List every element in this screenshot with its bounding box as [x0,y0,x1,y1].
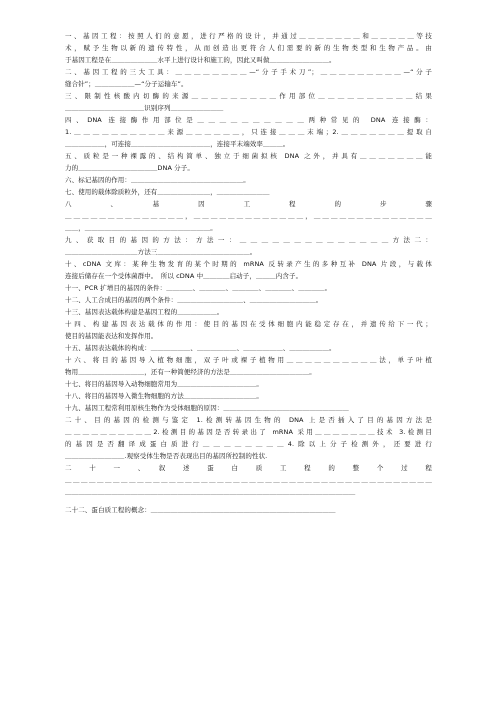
q16-line-1: 十六、将目的基因导入植物细胞，双子叶或裸子植物用＿＿＿＿＿＿＿＿＿＿法，单子叶植 [65,356,432,364]
q12-line: 十二、人工合成目的基因的两个条件：＿＿＿＿＿＿＿＿＿＿、＿＿＿＿＿＿＿＿＿＿。 [65,296,323,304]
q13-line: 十三、基因表达载体构建是基因工程的＿＿＿＿＿＿。 [65,308,224,316]
q14-line-1: 十四、构建基因表达载体的作用：使目的基因在受体细胞内能稳定存在，并遗传给下一代； [65,320,432,328]
q4-line-1: 四、DNA 连接酶作用部位是＿＿＿＿＿＿＿＿＿＿两种常见的 DNA 连接酶： [65,116,432,124]
q21-line-1: 二 十 一 、 叙 述 蛋 白 质 工 程 的 整 个 过 程 [65,464,432,472]
q1-line-3: 于基因工程是在＿＿＿＿＿＿＿水平上进行设计和施工的，因此又叫做＿＿＿＿＿＿＿＿＿。 [65,56,336,64]
q9-line-2: ＿＿＿＿＿＿＿＿＿＿＿方法三＿＿＿＿＿＿＿＿＿＿＿＿＿＿。 [65,248,257,256]
q19-line: 十九、基因工程常利用原核生物作为受体细胞的原因：＿＿＿＿＿＿＿＿＿＿＿＿＿＿＿＿＿＿＿ [65,404,349,412]
q8-line-2: ＿＿＿＿＿＿＿＿＿＿＿＿＿＿，＿＿＿＿＿＿＿＿＿＿＿＿＿，＿＿＿＿＿＿＿＿＿＿＿＿＿＿ [65,212,432,220]
q4-line-3: ＿＿＿＿＿＿，可连接＿＿＿＿＿＿＿＿＿＿＿＿，连接平末端效率＿＿＿。 [65,140,290,148]
q1-line-2: 术，赋予生物以新的遗传特性，从而创造出更符合人们需要的新的生物类型和生物产品。由 [65,44,432,52]
q8-line-1: 八 、 基 因 工 程 的 步 骤 [65,200,432,208]
q22-line: 二十二、蛋白质工程的概念：＿＿＿＿＿＿＿＿＿＿＿＿＿＿＿＿＿＿＿＿＿＿＿＿＿＿＿＿ [65,506,336,514]
q21-line-2: ＿＿＿＿＿＿＿＿＿＿＿＿＿＿＿＿＿＿＿＿＿＿＿＿＿＿＿＿＿＿＿＿＿＿＿＿＿＿＿＿＿＿＿＿＿＿ [65,476,432,484]
q2-line-2: 缝合针”；＿＿＿＿＿＿—“分子运输车”。 [65,80,188,88]
q20-line-1: 二十、目的基因的检测与鉴定 1.检测转基因生物的 DNA 上是否插入了目的基因方法是 [65,416,432,424]
q6-line: 六、标记基因的作用：＿＿＿＿＿＿＿＿＿＿＿＿＿＿＿＿＿。 [65,176,250,184]
worksheet-page [65,30,432,516]
q7-line: 七、使用的载体除质粒外，还有＿＿＿＿＿＿＿＿，＿＿＿＿＿＿＿＿ [65,188,270,196]
q11-line: 十一、PCR 扩增目的基因的条件：＿＿＿＿、＿＿＿＿、＿＿＿＿、＿＿＿＿、＿＿＿＿。 [65,284,332,292]
q9-line-1: 九、获取目的基因的方法：方法一：＿＿＿＿＿＿＿＿＿＿＿＿＿＿方法二： [65,236,432,244]
q2-line-1: 二、基因工程的三大工具：＿＿＿＿＿＿＿＿—“分子手术刀”；＿＿＿＿＿＿＿＿＿—“分子 [65,68,432,76]
q10-line-1: 十、cDNA 文库：某种生物发育的某个时期的 mRNA 反转录产生的多种互补 DNA 片段，与载体 [65,260,432,268]
q8-line-3: ＿＿，＿＿＿＿＿＿＿＿＿＿＿＿＿＿＿＿＿＿＿。 [65,224,217,232]
q20-line-4: ＿＿＿＿＿＿＿＿＿.观察受体生物是否表现出目的基因所控制的性状. [65,452,268,460]
q3-line-1: 三、限制性核酸内切酶的来源＿＿＿＿＿＿＿＿＿作用部位＿＿＿＿＿＿＿＿＿＿结果 [65,92,432,100]
q16-line-2: 物用＿＿＿＿＿＿＿＿＿＿，还有一种简便经济的方法是＿＿＿＿＿＿＿＿＿＿＿＿。 [65,368,316,376]
q21-line-3: ＿＿＿＿＿＿＿＿＿＿＿＿＿＿＿＿＿＿＿＿＿＿＿＿＿＿＿＿＿＿＿＿＿＿＿＿＿＿＿＿＿＿＿＿ [65,488,356,496]
q4-line-2: 1.＿＿＿＿＿＿＿＿＿＿来源＿＿＿＿＿＿，只连接＿＿＿末端；2.＿＿＿＿＿＿＿提取自 [65,128,432,136]
q14-line-2: 使目的基因能表达和发挥作用。 [65,332,158,340]
q3-line-2: ＿＿＿＿＿＿＿＿＿＿＿＿识别序列＿＿＿＿＿＿＿＿ [65,104,224,112]
q5-line-1: 五、质粒是一种裸露的、结构简单、独立于细菌拟核 DNA 之外，并具有＿＿＿＿＿＿＿能 [65,152,432,160]
q18-line: 十八、将目的基因导入微生物细胞的方法＿＿＿＿＿＿＿＿＿＿＿。 [65,392,263,400]
q17-line: 十七、将目的基因导入动物细胞常用为＿＿＿＿＿＿＿＿＿＿＿＿。 [65,380,263,388]
q1-line-1: 一、基因工程：按照人们的意愿，进行严格的设计，并通过＿＿＿＿＿＿＿和＿＿＿＿＿等技 [65,32,432,40]
q10-line-2: 连接后储存在一个受体菌群中。 所以 cDNA 中＿＿＿＿启动子，＿＿＿内含子。 [65,272,303,280]
q20-line-3: 的基因是否翻译成蛋白质进行＿＿＿＿＿＿＿＿4.除以上分子检测外，还要进行 [65,440,432,448]
q5-line-2: 力的＿＿＿＿＿＿＿＿＿＿＿＿DNA 分子。 [65,164,194,172]
q20-line-2: ＿＿＿＿＿＿＿＿＿＿2.检测目的基因是否转录出了 mRNA 采用＿＿＿＿＿＿＿技术 3.检测目 [65,428,432,436]
q15-line: 十五、基因表达载体的构成：＿＿＿＿＿＿、＿＿＿＿＿＿、＿＿＿＿＿＿、＿＿＿＿＿＿。 [65,344,336,352]
